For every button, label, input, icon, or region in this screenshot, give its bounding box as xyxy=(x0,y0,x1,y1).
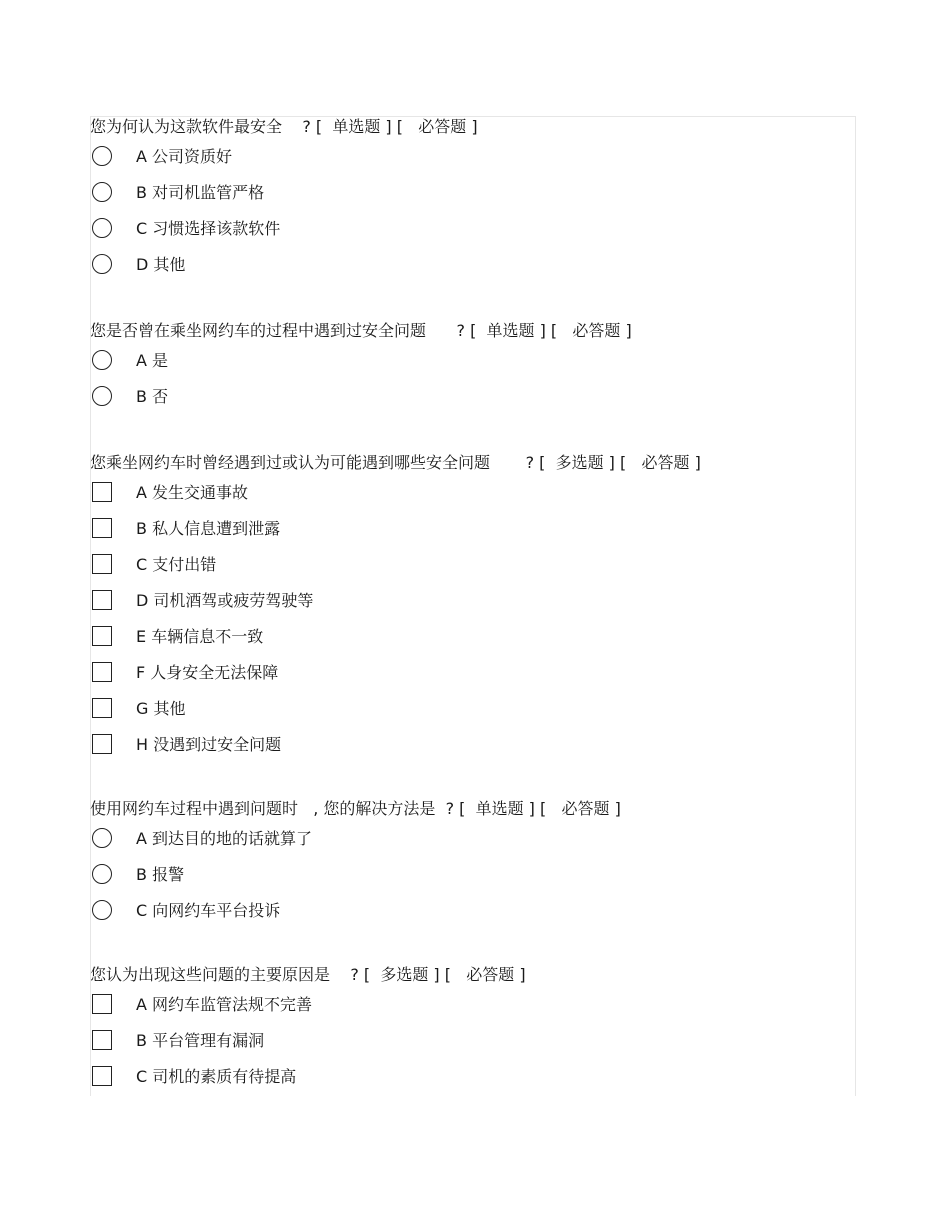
option-b[interactable] xyxy=(90,380,850,416)
checkbox[interactable] xyxy=(92,994,112,1014)
option-a[interactable] xyxy=(90,344,850,380)
radio-button[interactable] xyxy=(92,864,112,884)
checkbox[interactable] xyxy=(92,698,112,718)
checkbox[interactable] xyxy=(92,734,112,754)
option-label: E 车辆信息不一致 xyxy=(136,627,264,646)
option-label: B 平台管理有漏洞 xyxy=(136,1031,265,1050)
question-3 xyxy=(90,452,850,764)
radio-button[interactable] xyxy=(92,900,112,920)
option-g[interactable] xyxy=(90,692,850,728)
checkbox[interactable] xyxy=(92,1030,112,1050)
option-label: C 司机的素质有待提高 xyxy=(136,1067,297,1086)
option-label: G 其他 xyxy=(136,699,186,718)
option-label: C 支付出错 xyxy=(136,555,217,574)
radio-button[interactable] xyxy=(92,386,112,406)
option-c[interactable] xyxy=(90,1060,850,1096)
option-b[interactable] xyxy=(90,1024,850,1060)
option-label: D 司机酒驾或疲劳驾驶等 xyxy=(136,591,314,610)
checkbox[interactable] xyxy=(92,518,112,538)
checkbox[interactable] xyxy=(92,590,112,610)
option-label: B 对司机监管严格 xyxy=(136,183,265,202)
option-label: B 私人信息遭到泄露 xyxy=(136,519,281,538)
option-b[interactable] xyxy=(90,176,850,212)
option-a[interactable] xyxy=(90,476,850,512)
question-title: 您是否曾在乘坐网约车的过程中遇到过安全问题 ? [ 单选题 ] [ 必答题 ] xyxy=(90,321,632,340)
option-b[interactable] xyxy=(90,512,850,548)
option-c[interactable] xyxy=(90,894,850,930)
question-title: 您为何认为这款软件最安全 ? [ 单选题 ] [ 必答题 ] xyxy=(90,117,478,136)
option-label: A 是 xyxy=(136,351,169,370)
question-1 xyxy=(90,116,850,284)
question-title: 您乘坐网约车时曾经遇到过或认为可能遇到哪些安全问题 ? [ 多选题 ] [ 必答题 ] xyxy=(90,453,701,472)
option-c[interactable] xyxy=(90,548,850,584)
option-a[interactable] xyxy=(90,822,850,858)
checkbox[interactable] xyxy=(92,1066,112,1086)
option-label: A 到达目的地的话就算了 xyxy=(136,829,313,848)
radio-button[interactable] xyxy=(92,828,112,848)
question-5 xyxy=(90,964,850,1096)
option-h[interactable] xyxy=(90,728,850,764)
option-label: A 网约车监管法规不完善 xyxy=(136,995,313,1014)
option-label: A 发生交通事故 xyxy=(136,483,249,502)
option-label: B 报警 xyxy=(136,865,185,884)
question-title: 使用网约车过程中遇到问题时 , 您的解决方法是 ? [ 单选题 ] [ 必答题 ] xyxy=(90,799,621,818)
option-f[interactable] xyxy=(90,656,850,692)
radio-button[interactable] xyxy=(92,254,112,274)
checkbox[interactable] xyxy=(92,626,112,646)
option-label: H 没遇到过安全问题 xyxy=(136,735,282,754)
question-title: 您认为出现这些问题的主要原因是 ? [ 多选题 ] [ 必答题 ] xyxy=(90,965,526,984)
option-label: B 否 xyxy=(136,387,169,406)
option-d[interactable] xyxy=(90,248,850,284)
radio-button[interactable] xyxy=(92,350,112,370)
option-label: F 人身安全无法保障 xyxy=(136,663,279,682)
question-4 xyxy=(90,798,850,930)
radio-button[interactable] xyxy=(92,182,112,202)
survey-form xyxy=(90,116,850,1096)
option-label: C 向网约车平台投诉 xyxy=(136,901,281,920)
question-2 xyxy=(90,320,850,416)
option-label: C 习惯选择该款软件 xyxy=(136,219,281,238)
radio-button[interactable] xyxy=(92,218,112,238)
option-label: D 其他 xyxy=(136,255,186,274)
checkbox[interactable] xyxy=(92,554,112,574)
checkbox[interactable] xyxy=(92,662,112,682)
checkbox[interactable] xyxy=(92,482,112,502)
option-e[interactable] xyxy=(90,620,850,656)
option-b[interactable] xyxy=(90,858,850,894)
option-d[interactable] xyxy=(90,584,850,620)
option-label: A 公司资质好 xyxy=(136,147,233,166)
radio-button[interactable] xyxy=(92,146,112,166)
option-c[interactable] xyxy=(90,212,850,248)
option-a[interactable] xyxy=(90,140,850,176)
option-a[interactable] xyxy=(90,988,850,1024)
